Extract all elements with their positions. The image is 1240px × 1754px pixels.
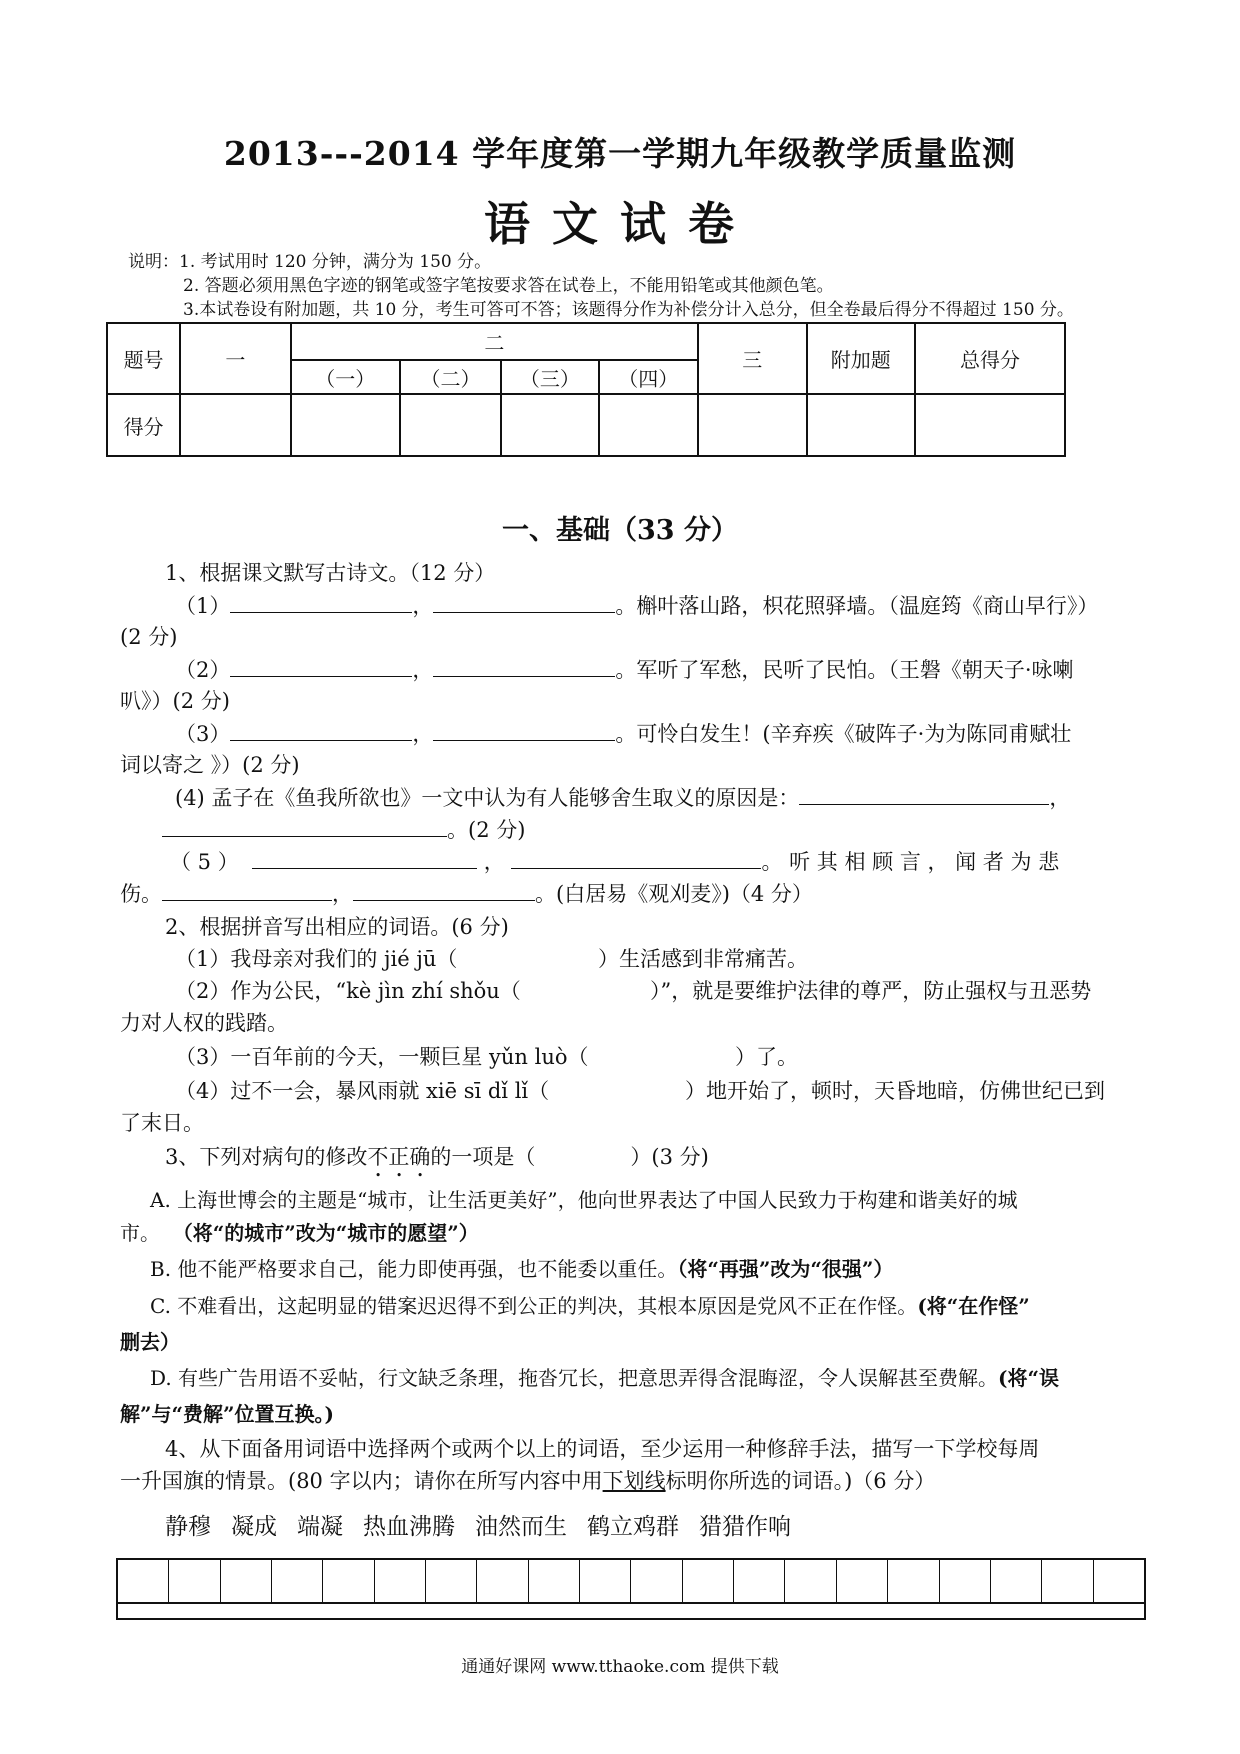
col-two-sub-1: （一）	[291, 360, 400, 394]
grid-cell[interactable]	[888, 1560, 939, 1602]
answer-grid[interactable]	[116, 1558, 1146, 1620]
q1-p4-cont-line	[162, 814, 525, 845]
score-table	[106, 322, 1066, 457]
grid-cell[interactable]	[991, 1560, 1042, 1602]
col-total: 总得分	[915, 323, 1065, 394]
q1-p2-cont: 叭》）(2 分)	[120, 689, 230, 713]
q1-p2-blank-b[interactable]	[433, 654, 615, 677]
q1-p3-num: （3）	[175, 722, 231, 746]
grid-cell[interactable]	[1094, 1560, 1144, 1602]
q1-p2-num: （2）	[175, 658, 231, 682]
word-1: 静穆	[165, 1514, 211, 1540]
q1-part4: (4) 孟子在《鱼我所欲也》一文中认为有人能够舍生取义的原因是： ，	[175, 782, 1070, 813]
q1-p3-blank-a[interactable]	[230, 718, 412, 741]
q1-p4-text: (4) 孟子在《鱼我所欲也》一文中认为有人能够舍生取义的原因是：	[175, 786, 800, 810]
q3-option-b	[150, 1254, 893, 1284]
q3-option-c-text: C. 不难看出，这起明显的错案迟迟得不到公正的判决，其根本原因是党风不正在作怪。	[150, 1294, 918, 1318]
col-section-two: 二	[291, 323, 698, 360]
q3-option-b-text: B. 他不能严格要求自己，能力即使再强，也不能委以重任。	[150, 1257, 678, 1281]
q4-line-2	[120, 1466, 935, 1496]
q1-p5-text: 。 听 其 相 顾 言 ， 闻 者 为 悲	[761, 850, 1060, 874]
q3-option-b-fix: （将“再强”改为“很强”）	[677, 1257, 894, 1281]
score-cell-3[interactable]	[400, 394, 501, 456]
q2-part1b: ）生活感到非常痛苦。	[598, 947, 808, 971]
score-cell-5[interactable]	[599, 394, 698, 456]
grid-cell[interactable]	[375, 1560, 426, 1602]
q1-part1: （1） ， 。槲叶落山路，枳花照驿墙。（温庭筠《商山早行》）	[175, 590, 1098, 621]
q1-p5-blank-b[interactable]	[511, 846, 761, 869]
q1-p4-cont: 。(2 分)	[447, 818, 526, 842]
grid-cell[interactable]	[323, 1560, 374, 1602]
subject-title: 语文试卷	[484, 197, 756, 251]
exam-title: 2013---2014 学年度第一学期九年级教学质量监测	[223, 134, 1017, 173]
score-cell-4[interactable]	[501, 394, 598, 456]
score-cell-7[interactable]	[807, 394, 916, 456]
word-7: 猎猎作响	[699, 1514, 791, 1540]
grid-cell[interactable]	[734, 1560, 785, 1602]
q1-p4-blank-a[interactable]	[799, 782, 1049, 805]
q1-p1-blank-b[interactable]	[433, 590, 615, 613]
q1-part2: （2） ， 。军听了军愁，民听了民怕。（王磐《朝天子·咏喇	[175, 654, 1074, 685]
word-3: 端凝	[297, 1514, 343, 1540]
note-line-1: 说明：1. 考试用时 120 分钟，满分为 150 分。	[128, 252, 492, 272]
score-cell-2[interactable]	[291, 394, 400, 456]
grid-cell[interactable]	[221, 1560, 272, 1602]
q4-line-2a: 一升国旗的情景。(80 字以内；请你在所写内容中用	[120, 1469, 603, 1493]
q1-p5-cont-line: 伤。 ， 。(白居易《观刈麦》)（4 分）	[120, 878, 813, 909]
q3-option-a-fix: （将“的城市”改为“城市的愿望”）	[172, 1221, 479, 1245]
grid-cell[interactable]	[631, 1560, 682, 1602]
q1-p5-blank-d[interactable]	[353, 878, 535, 901]
score-cell-6[interactable]	[698, 394, 807, 456]
q2-part4b: ）地开始了，顿时，天昏地暗，仿佛世纪已到	[685, 1079, 1105, 1103]
q4-word-bank	[165, 1508, 811, 1541]
q1-p2-text: 。军听了军愁，民听了民怕。（王磐《朝天子·咏喇	[615, 658, 1074, 682]
q3-option-c	[150, 1291, 1030, 1321]
q1-stem: 1、根据课文默写古诗文。（12 分）	[165, 561, 496, 585]
q3-option-d-fix: (将“误	[998, 1366, 1060, 1390]
word-6: 鹤立鸡群	[587, 1514, 679, 1540]
q1-p1-num: （1）	[175, 594, 231, 618]
q3-option-d	[150, 1363, 1059, 1393]
q3-option-c-fix: (将“在作怪”	[917, 1294, 1030, 1318]
q3-stem-a: 3、下列对病句的修改	[165, 1145, 368, 1169]
q4-line-2b: 标明你所选的词语。)（6 分）	[665, 1469, 936, 1493]
q3-option-d-cont: 解”与“费解”位置互换。)	[120, 1402, 334, 1426]
note-line-2: 2. 答题必须用黑色字迹的钢笔或签字笔按要求答在试卷上，不能用铅笔或其他颜色笔。	[183, 276, 834, 296]
q2-part1a: （1）我母亲对我们的 jié jū（	[175, 947, 458, 971]
col-section-three: 三	[698, 323, 807, 394]
q2-part2c: 力对人权的践踏。	[120, 1011, 288, 1035]
section-heading: 一、基础（33 分）	[502, 515, 738, 546]
grid-cell[interactable]	[169, 1560, 220, 1602]
q3-stem-emphasis: 不正确	[367, 1145, 431, 1169]
grid-cell[interactable]	[529, 1560, 580, 1602]
q2-part3b: ）了。	[735, 1045, 798, 1069]
q1-p5-blank-a[interactable]	[252, 846, 477, 869]
q1-p1-blank-a[interactable]	[230, 590, 412, 613]
q3-stem	[165, 1142, 709, 1182]
q3-option-a-cont	[120, 1218, 479, 1248]
q3-stem-c: ）(3 分)	[630, 1145, 709, 1169]
grid-cell[interactable]	[940, 1560, 991, 1602]
q1-p4-blank-b[interactable]	[162, 814, 447, 837]
col-extra: 附加题	[807, 323, 916, 394]
q1-p3-blank-b[interactable]	[433, 718, 615, 741]
q2-part2b: ）”，就是要维护法律的尊严，防止强权与丑恶势	[650, 979, 1092, 1003]
q2-stem: 2、根据拼音写出相应的词语。(6 分)	[165, 915, 509, 939]
answer-grid-row	[118, 1560, 1144, 1604]
col-section-one: 一	[180, 323, 291, 394]
q1-p5-num: （ 5 ）	[170, 850, 239, 874]
label-question-number: 题号	[107, 323, 180, 394]
q1-p5-blank-c[interactable]	[162, 878, 332, 901]
q2-part4c: 了末日。	[120, 1111, 204, 1135]
word-2: 凝成	[231, 1514, 277, 1540]
q3-stem-b: 的一项是（	[430, 1145, 536, 1169]
grid-cell[interactable]	[1042, 1560, 1093, 1602]
q3-option-a: A. 上海世博会的主题是“城市，让生活更美好”，他向世界表达了中国人民致力于构建和谐美好的城	[150, 1188, 1018, 1212]
q1-p5-cont-b: 。(白居易《观刈麦》)（4 分）	[535, 882, 813, 906]
score-cell-8[interactable]	[915, 394, 1065, 456]
grid-cell[interactable]	[785, 1560, 836, 1602]
q4-line-1: 4、从下面备用词语中选择两个或两个以上的词语，至少运用一种修辞手法，描写一下学校每周	[165, 1437, 1040, 1461]
grid-cell[interactable]	[118, 1560, 169, 1602]
grid-cell[interactable]	[426, 1560, 477, 1602]
q1-part5: （ 5 ） ， 。 听 其 相 顾 言 ， 闻 者 为 悲	[170, 846, 1059, 877]
grid-cell[interactable]	[683, 1560, 734, 1602]
q4-underline-word: 下划线	[602, 1469, 666, 1493]
q2-part2a: （2）作为公民，“kè jìn zhí shǒu（	[175, 979, 521, 1003]
word-4: 热血沸腾	[363, 1514, 455, 1540]
label-score: 得分	[107, 394, 180, 456]
q1-p3-cont: 词以寄之 》）(2 分)	[120, 753, 300, 777]
q1-p3-text: 。可怜白发生！(辛弃疾《破阵子·为为陈同甫赋壮	[615, 722, 1072, 746]
q3-option-c-cont: 删去）	[120, 1330, 180, 1354]
col-two-sub-4: （四）	[599, 360, 698, 394]
word-5: 油然而生	[475, 1514, 567, 1540]
q3-option-d-text: D. 有些广告用语不妥帖，行文缺乏条理，拖沓冗长，把意思弄得含混晦涩，令人误解甚至费解。	[150, 1366, 999, 1390]
page-footer: 通通好课网 www.tthaoke.com 提供下载	[461, 1657, 779, 1677]
grid-cell[interactable]	[272, 1560, 323, 1602]
q1-p1-score: (2 分)	[120, 625, 178, 649]
q2-part3a: （3）一百年前的今天，一颗巨星 yǔn luò（	[175, 1045, 589, 1069]
q1-p5-cont-a: 伤。	[120, 882, 162, 906]
q3-option-a-end: 市。	[120, 1221, 160, 1245]
col-two-sub-2: （二）	[400, 360, 501, 394]
grid-cell[interactable]	[477, 1560, 528, 1602]
grid-cell[interactable]	[580, 1560, 631, 1602]
note-line-3: 3.本试卷设有附加题，共 10 分，考生可答可不答；该题得分作为补偿分计入总分，但全卷最后得分不得超过 150 分。	[183, 300, 1074, 320]
q1-part3: （3） ， 。可怜白发生！(辛弃疾《破阵子·为为陈同甫赋壮	[175, 718, 1071, 749]
q1-p1-text: 。槲叶落山路，枳花照驿墙。（温庭筠《商山早行》）	[615, 594, 1099, 618]
q1-p2-blank-a[interactable]	[230, 654, 412, 677]
score-cell-1[interactable]	[180, 394, 291, 456]
grid-cell[interactable]	[837, 1560, 888, 1602]
col-two-sub-3: （三）	[501, 360, 598, 394]
q2-part4a: （4）过不一会，暴风雨就 xiē sī dǐ lǐ（	[175, 1079, 550, 1103]
